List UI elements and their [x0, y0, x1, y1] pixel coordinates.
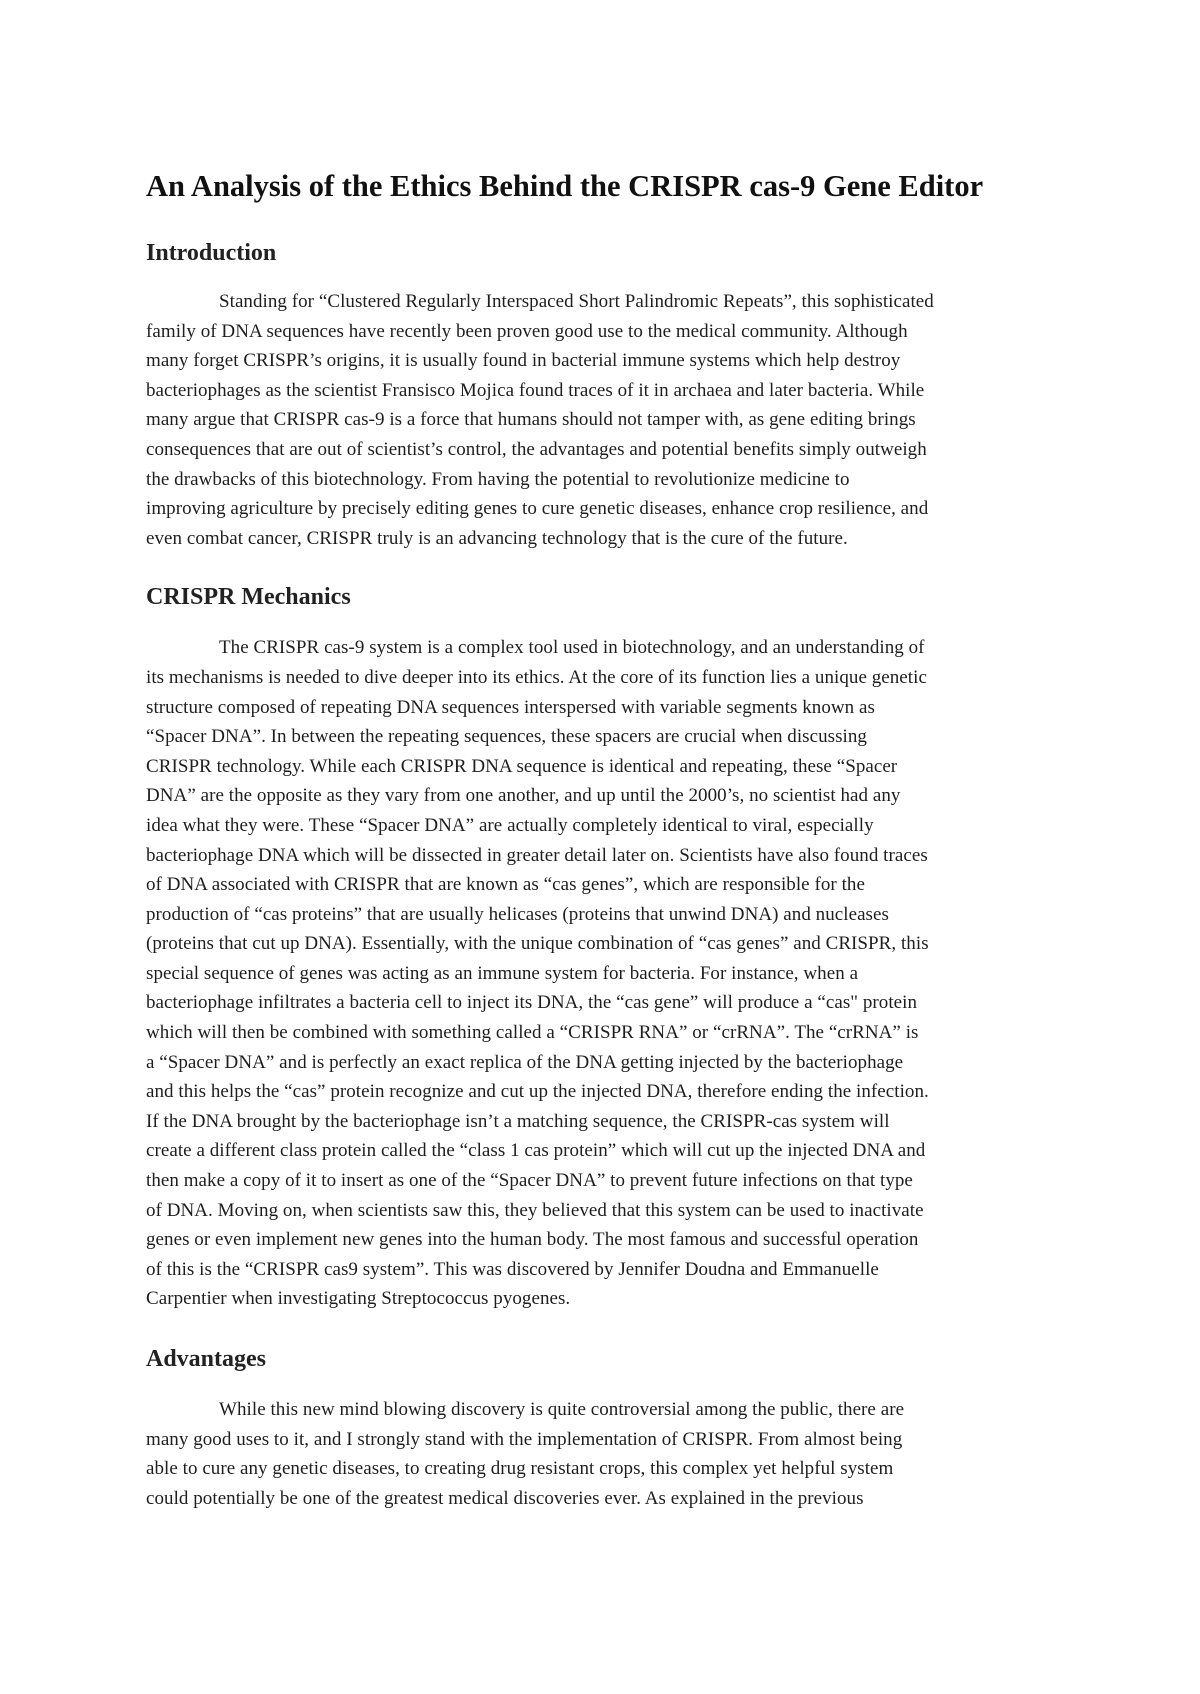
text-line: While this new mind blowing discovery is quite controversial among the public, there are	[219, 1399, 905, 1420]
text-line: many forget CRISPR’s origins, it is usually found in bacterial immune systems which help destroy	[146, 350, 901, 372]
text-line: The CRISPR cas-9 system is a complex tool used in biotechnology, and an understanding of	[219, 637, 925, 659]
paragraph-crispr-mechanics	[146, 633, 1070, 1314]
text-line: bacteriophage DNA which will be dissected in greater detail later on. Scientists have also found traces	[146, 844, 928, 866]
text-line: structure composed of repeating DNA sequences interspersed with variable segments known as	[146, 696, 875, 718]
text-line: consequences that are out of scientist’s control, the advantages and potential benefits simply outweigh	[146, 438, 927, 460]
text-line: able to cure any genetic diseases, to creating drug resistant crops, this complex yet helpful system	[146, 1458, 894, 1480]
text-line: Carpentier when investigating Streptococcus pyogenes.	[146, 1288, 571, 1310]
text-line: bacteriophage infiltrates a bacteria cell to inject its DNA, the “cas gene” will produce a “cas" protein	[146, 992, 918, 1014]
text-line: many good uses to it, and I strongly stand with the implementation of CRISPR. From almost being	[146, 1428, 903, 1450]
text-line: of this is the “CRISPR cas9 system”. This was discovered by Jennifer Doudna and Emmanuelle	[146, 1258, 879, 1280]
text-line: Standing for “Clustered Regularly Interspaced Short Palindromic Repeats”, this sophisticated	[219, 291, 934, 312]
text-line: “Spacer DNA”. In between the repeating sequences, these spacers are crucial when discussing	[146, 726, 867, 748]
text-line: the drawbacks of this biotechnology. From having the potential to revolutionize medicine to	[146, 468, 850, 490]
text-line: production of “cas proteins” that are usually helicases (proteins that unwind DNA) and nucleases	[146, 903, 889, 925]
text-line: many argue that CRISPR cas-9 is a force that humans should not tamper with, as gene editing brings	[146, 409, 916, 431]
document-title: An Analysis of the Ethics Behind the CRISPR cas-9 Gene Editor	[146, 169, 984, 203]
text-line: CRISPR technology. While each CRISPR DNA sequence is identical and repeating, these “Spacer	[146, 755, 898, 777]
section-heading-introduction: Introduction	[146, 240, 277, 266]
section-heading-advantages: Advantages	[146, 1346, 267, 1372]
text-line: could potentially be one of the greatest medical discoveries ever. As explained in the previous	[146, 1487, 864, 1509]
text-line: improving agriculture by precisely editing genes to cure genetic diseases, enhance crop resilience, and	[146, 498, 929, 520]
paragraph-advantages	[146, 1395, 1070, 1513]
text-line: bacteriophages as the scientist Fransisco Mojica found traces of it in archaea and later bacteria. While	[146, 379, 925, 401]
text-line: even combat cancer, CRISPR truly is an advancing technology that is the cure of the future.	[146, 527, 848, 549]
text-line: which will then be combined with something called a “CRISPR RNA” or “crRNA”. The “crRNA” is	[146, 1022, 919, 1044]
text-line: of DNA. Moving on, when scientists saw this, they believed that this system can be used to inactivate	[146, 1199, 924, 1221]
text-line: genes or even implement new genes into the human body. The most famous and successful operation	[146, 1229, 919, 1251]
text-line: and this helps the “cas” protein recognize and cut up the injected DNA, therefore ending the infection.	[146, 1081, 929, 1103]
text-line: family of DNA sequences have recently been proven good use to the medical community. Although	[146, 320, 908, 342]
text-line: idea what they were. These “Spacer DNA” are actually completely identical to viral, especially	[146, 814, 874, 836]
text-line: If the DNA brought by the bacteriophage isn’t a matching sequence, the CRISPR-cas system will	[146, 1110, 890, 1132]
document-body	[146, 168, 1070, 1513]
text-line: of DNA associated with CRISPR that are known as “cas genes”, which are responsible for the	[146, 874, 865, 896]
text-line: (proteins that cut up DNA). Essentially, with the unique combination of “cas genes” and CRISPR, this	[146, 933, 929, 955]
text-line: its mechanisms is needed to dive deeper into its ethics. At the core of its function lies a unique genetic	[146, 666, 927, 688]
text-line: create a different class protein called the “class 1 cas protein” which will cut up the injected DNA and	[146, 1140, 926, 1162]
text-line: then make a copy of it to insert as one of the “Spacer DNA” to prevent future infections on that type	[146, 1170, 913, 1192]
paragraph-introduction	[146, 287, 1070, 553]
text-line: DNA” are the opposite as they vary from one another, and up until the 2000’s, no scientist had any	[146, 785, 901, 807]
text-line: special sequence of genes was acting as an immune system for bacteria. For instance, when a	[146, 962, 859, 984]
text-line: a “Spacer DNA” and is perfectly an exact replica of the DNA getting injected by the bacteriophage	[146, 1051, 904, 1073]
section-heading-crispr-mechanics: CRISPR Mechanics	[146, 584, 351, 611]
